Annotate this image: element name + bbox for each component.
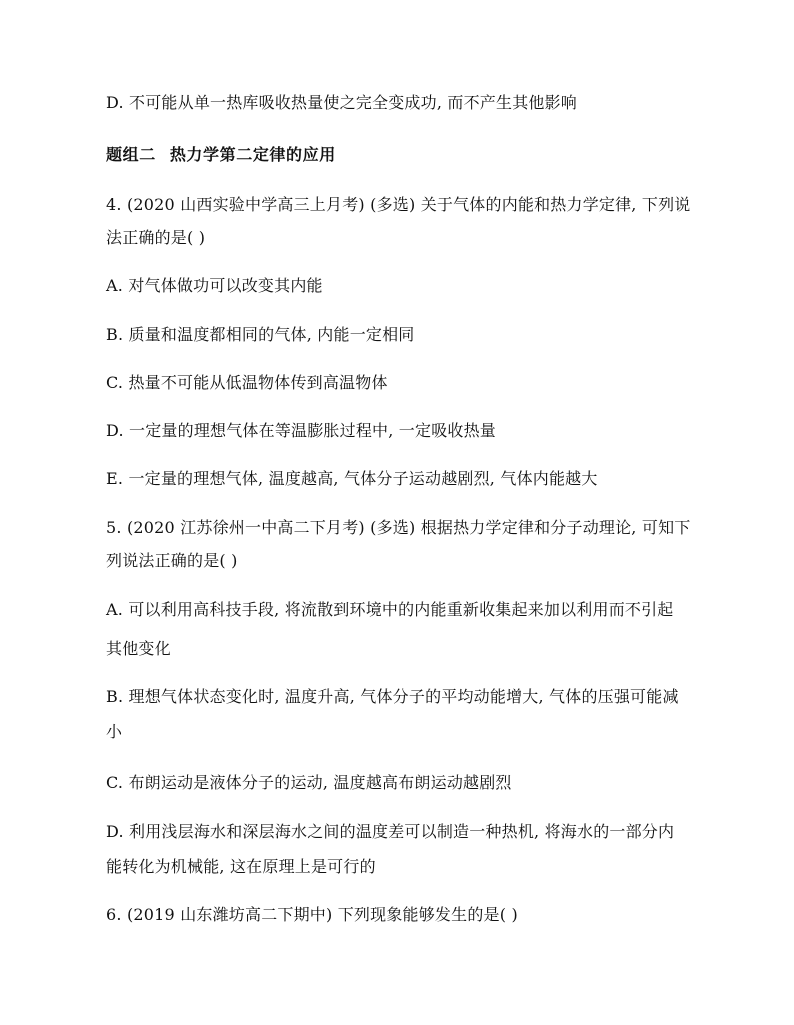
question-line: 4. (2020 山西实验中学高三上月考) (多选) 关于气体的内能和热力学定律, 下列说	[106, 195, 691, 214]
question-line: 列说法正确的是( )	[106, 551, 238, 570]
option-line: 能转化为机械能, 这在原理上是可行的	[106, 857, 376, 876]
option-line: B. 质量和温度都相同的气体, 内能一定相同	[106, 325, 415, 344]
option-line: B. 理想气体状态变化时, 温度升高, 气体分子的平均动能增大, 气体的压强可能减	[106, 687, 679, 706]
question-line: 法正确的是( )	[106, 228, 206, 247]
option-line: 小	[106, 722, 123, 741]
question-line: 6. (2019 山东潍坊高二下期中) 下列现象能够发生的是( )	[106, 905, 518, 924]
section-heading-title: 热力学第二定律的应用	[169, 145, 336, 164]
option-line: D. 不可能从单一热库吸收热量使之完全变成功, 而不产生其他影响	[106, 93, 578, 112]
option-line: 其他变化	[106, 639, 171, 658]
option-line: D. 一定量的理想气体在等温膨胀过程中, 一定吸收热量	[106, 421, 497, 440]
section-heading	[106, 145, 336, 165]
option-line: D. 利用浅层海水和深层海水之间的温度差可以制造一种热机, 将海水的一部分内	[106, 822, 675, 841]
option-line: A. 对气体做功可以改变其内能	[106, 276, 323, 295]
option-line: A. 可以利用高科技手段, 将流散到环境中的内能重新收集起来加以利用而不引起	[106, 600, 674, 619]
question-line: 5. (2020 江苏徐州一中高二下月考) (多选) 根据热力学定律和分子动理论, 可知下	[106, 518, 691, 537]
section-heading-group: 题组二	[106, 145, 156, 164]
option-line: C. 热量不可能从低温物体传到高温物体	[106, 373, 388, 392]
option-line: C. 布朗运动是液体分子的运动, 温度越高布朗运动越剧烈	[106, 773, 512, 792]
option-line: E. 一定量的理想气体, 温度越高, 气体分子运动越剧烈, 气体内能越大	[106, 469, 598, 488]
